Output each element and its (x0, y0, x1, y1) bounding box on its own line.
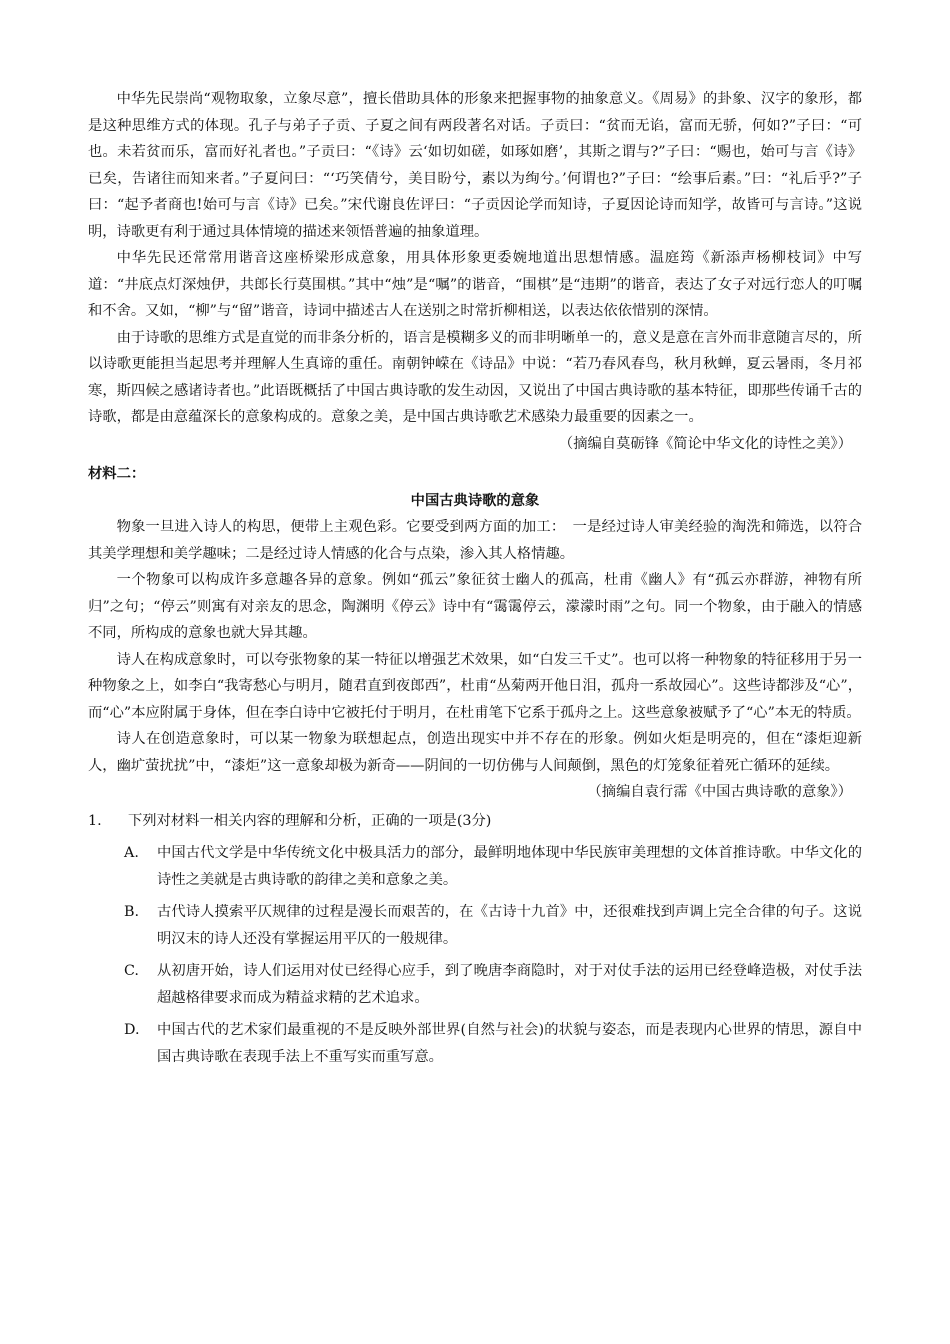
option-letter: D. (124, 1022, 140, 1038)
option-b (124, 899, 862, 952)
question-stem (88, 808, 862, 835)
paragraph: 一个物象可以构成许多意趣各异的意象。例如“孤云”象征贫士幽人的孤高，杜甫《幽人》有“孤云亦群游，神物有所归”之句；“停云”则寓有对亲友的思念，陶渊明《停云》诗中有“霭霭停云，濛濛时雨”之句。同一个物象，由于融入的情感不同，所构成的意象也就大异其趣。 (88, 572, 862, 641)
paragraph: 中华先民崇尚“观物取象，立象尽意”，擅长借助具体的形象来把握事物的抽象意义。《周易》的卦象、汉字的象形，都是这种思维方式的体现。孔子与弟子子贡、子夏之间有两段著名对话。子贡曰：“贫而无谄，富而无骄，何如?”子曰：“可也。未若贫而乐，富而好礼者也。”子贡曰：“《诗》云‘如切如磋，如琢如磨’，其斯之谓与?”子曰：“赐也，始可与言《诗》已矣，告诸往而知来者。”子夏问曰：“‘巧笑倩兮，美目盼兮，素以为绚兮。’何谓也?”子曰：“绘事后素。”曰：“礼后乎?”子曰：“起予者商也!始可与言《诗》已矣。”宋代谢良佐评曰：“子贡因论学而知诗，子夏因论诗而知学，故皆可与言诗。”这说明，诗歌更有利于通过具体情境的描述来领悟普遍的抽象道理。 (88, 91, 862, 240)
article-title: 中国古典诗歌的意象 (410, 492, 540, 509)
paragraph: 由于诗歌的思维方式是直觉的而非条分析的，语言是模糊多义的而非明晰单一的，意义是意在言外而非意随言尽的，所以诗歌更能担当起思考并理解人生真谛的重任。南朝钟嵘在《诗品》中说：“若乃春风春鸟，秋月秋蝉，夏云暑雨，冬月祁寒，斯四候之感诸诗者也。”此语既概括了中国古典诗歌的发生动因，又说出了中国古典诗歌的基本特征，即那些传诵千古的诗歌，都是由意蕴深长的意象构成的。意象之美，是中国古典诗歌艺术感染力最重要的因素之一。 (88, 329, 862, 425)
option-text: 古代诗人摸索平仄规律的过程是漫长而艰苦的，在《古诗十九首》中，还很难找到声调上完全合律的句子。这说明汉末的诗人还没有掌握运用平仄的一般规律。 (157, 904, 862, 947)
material-label: 材料二： (88, 466, 146, 482)
paragraph: 物象一旦进入诗人的构思，便带上主观色彩。它要受到两方面的加工： 一是经过诗人审美经验的淘洗和筛选，以符合其美学理想和美学趣味；二是经过诗人情感的化合与点染，渗入其人格情趣。 (88, 519, 862, 562)
option-text: 中国古代的艺术家们最重视的不是反映外部世界(自然与社会)的状貌与姿态，而是表现内心世界的情思，源自中国古典诗歌在表现手法上不重写实而重写意。 (157, 1022, 862, 1065)
paragraph: 诗人在创造意象时，可以某一物象为联想起点，创造出现实中并不存在的形象。例如火炬是明亮的，但在“漆炬迎新人，幽圹萤扰扰”中，“漆炬”这一意象却极为新奇——阴间的一切仿佛与人间颠倒，黑色的灯笼象征着死亡循环的延续。 (88, 731, 862, 774)
option-letter: C. (124, 963, 139, 979)
option-a (124, 840, 862, 893)
document-page (88, 86, 862, 1070)
source-citation: （摘编自莫砺锋《简论中华文化的诗性之美》） (558, 435, 852, 452)
option-letter: B. (124, 904, 140, 920)
source-citation: （摘编自袁行霈《中国古典诗歌的意象》） (587, 784, 852, 800)
material-two (88, 461, 862, 806)
question-text: 下列对材料一相关内容的理解和分析，正确的一项是(3分) (128, 812, 492, 829)
option-c (124, 958, 862, 1011)
question-block (88, 808, 862, 1071)
option-text: 中国古代文学是中华传统文化中极具活力的部分，最鲜明地体现中华民族审美理想的文体首推诗歌。中华文化的诗性之美就是古典诗歌的韵律之美和意象之美。 (157, 845, 862, 888)
paragraph: 中华先民还常常用谐音这座桥梁形成意象，用具体形象更委婉地道出思想情感。温庭筠《新添声杨柳枝词》中写道：“井底点灯深烛伊，共郎长行莫围棋。”其中“烛”是“嘱”的谐音，“围棋”是“违期”的谐音，表达了女子对远行恋人的叮嘱和不舍。又如，“柳”与“留”谐音，诗词中描述古人在送别之时常折柳相送，以表达依依惜别的深情。 (88, 250, 862, 319)
question-number: 1. (88, 812, 102, 829)
paragraph: 诗人在构成意象时，可以夸张物象的某一特征以增强艺术效果，如“白发三千丈”。也可以将一种物象的特征移用于另一种物象之上，如李白“我寄愁心与明月，随君直到夜郎西”，杜甫“丛菊两开他日泪，孤舟一系故园心”。这些诗都涉及“心”，而“心”本应附属于身体，但在李白诗中它被托付于明月，在杜甫笔下它系于孤舟之上。这些意象被赋予了“心”本无的特质。 (88, 651, 862, 721)
option-letter: A. (124, 845, 139, 861)
option-text: 从初唐开始，诗人们运用对仗已经得心应手，到了晚唐李商隐时，对于对仗手法的运用已经登峰造极，对仗手法超越格律要求而成为精益求精的艺术追求。 (157, 963, 862, 1006)
option-d (124, 1017, 862, 1070)
material-one (88, 86, 862, 457)
answer-options (88, 840, 862, 1070)
